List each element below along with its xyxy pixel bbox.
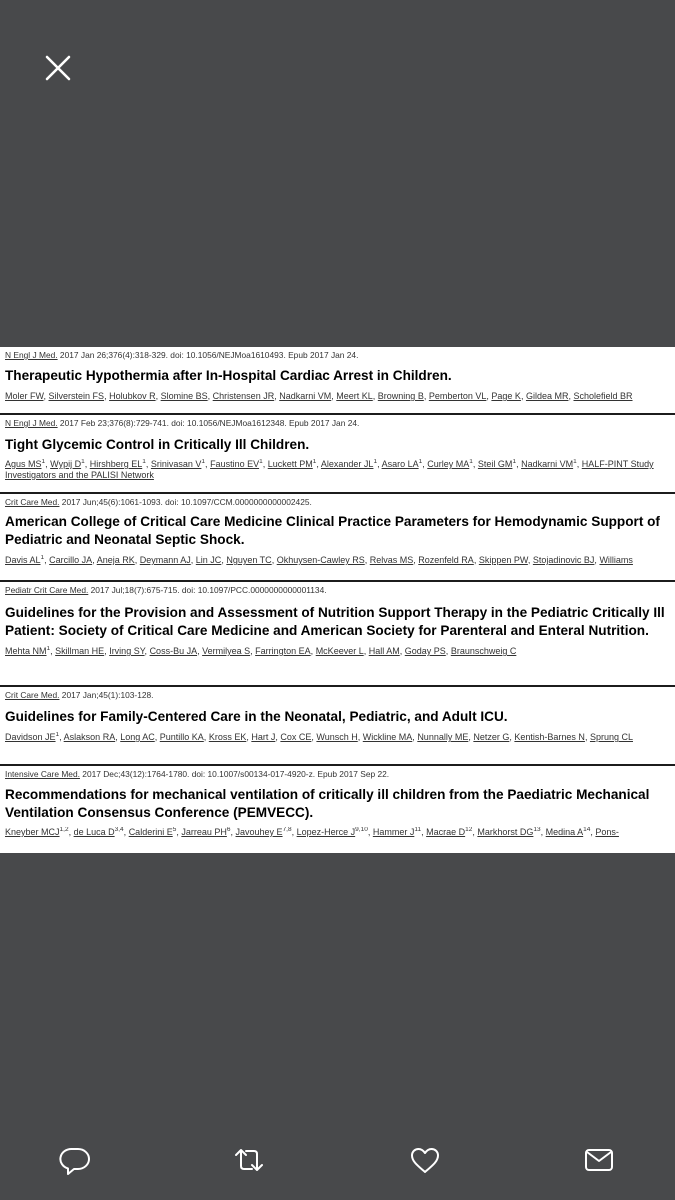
affiliation-sup: 1 xyxy=(201,459,206,465)
citation-entry xyxy=(0,580,675,657)
author-link[interactable]: McKeever L xyxy=(315,646,364,656)
citation-photo xyxy=(0,347,675,853)
author-link[interactable]: Williams xyxy=(599,555,633,565)
close-button[interactable] xyxy=(40,50,76,86)
citation-entry xyxy=(0,347,675,402)
author-link[interactable]: Aneja RK xyxy=(96,555,135,565)
author-list: Davidson $JE^1$, Aslakson RA, Long AC, Puntillo KA, Kross EK, Hart J, Cox CE, Wunsch H, Wickline MA, Nunnally ME, Netzer G, Kentish-Barnes N, Sprung CL xyxy=(5,732,633,742)
affiliation-sup: 1 xyxy=(259,459,263,465)
journal-link[interactable]: Pediatr Crit Care Med. xyxy=(5,585,89,595)
author-link[interactable]: Jarreau PH xyxy=(181,827,227,837)
affiliation-sup: 9,10 xyxy=(355,827,368,833)
author-link[interactable]: Skippen PW xyxy=(478,555,528,565)
author-link[interactable]: Kentish-Barnes N xyxy=(514,732,585,742)
author-link[interactable]: Carcillo JA xyxy=(49,555,93,565)
journal-link[interactable]: Crit Care Med. xyxy=(5,690,60,700)
affiliation-sup: 1 xyxy=(573,459,577,465)
author-link[interactable]: Stojadinovic BJ xyxy=(532,555,595,565)
affiliation-sup: 7,8 xyxy=(282,827,292,833)
author-link[interactable]: Pons- xyxy=(595,827,619,837)
author-link[interactable]: Cox CE xyxy=(280,732,312,742)
author-link[interactable]: Hammer J xyxy=(372,827,415,837)
author-link[interactable]: Hall AM xyxy=(368,646,400,656)
affiliation-sup: 1 xyxy=(46,646,51,652)
author-link[interactable]: Hart J xyxy=(251,732,276,742)
author-link[interactable]: Macrae D xyxy=(426,827,466,837)
affiliation-sup: 13 xyxy=(533,827,541,833)
affiliation-sup: 1 xyxy=(55,732,60,738)
citation-details: 2017 Jan;45(1):103-128. xyxy=(59,690,154,700)
citation-details: 2017 Jun;45(6):1061-1093. doi: 10.1097/CCM.0000000000002425. xyxy=(59,497,312,507)
affiliation-sup: 1,2 xyxy=(59,827,69,833)
author-link[interactable]: Nadkarni VM xyxy=(521,459,574,469)
author-link[interactable]: Okhuysen-Cawley RS xyxy=(276,555,365,565)
author-link[interactable]: Agus MS xyxy=(5,459,42,469)
citation-meta xyxy=(5,497,671,508)
author-link[interactable]: Gildea MR xyxy=(525,391,569,401)
affiliation-sup: 11 xyxy=(414,827,422,833)
retweet-button[interactable] xyxy=(233,1144,265,1176)
citation-meta xyxy=(5,418,671,429)
journal-link[interactable]: N Engl J Med. xyxy=(5,418,58,428)
author-list: Davis $AL^1$, Carcillo JA, Aneja RK, Deymann AJ, Lin JC, Nguyen TC, Okhuysen-Cawley RS, Relvas MS, Rozenfeld RA, Skippen PW, Stojadinovic BJ, Williams xyxy=(5,555,633,565)
author-link[interactable]: Wunsch H xyxy=(316,732,358,742)
author-link[interactable]: Rozenfeld RA xyxy=(418,555,474,565)
like-button[interactable] xyxy=(409,1144,441,1176)
author-link[interactable]: Markhorst DG xyxy=(477,827,534,837)
article-title: Guidelines for Family-Centered Care in the Neonatal, Pediatric, and Adult ICU. xyxy=(5,709,508,724)
affiliation-sup: 1 xyxy=(142,459,146,465)
close-icon xyxy=(40,50,76,86)
author-link[interactable]: Skillman HE xyxy=(55,646,105,656)
article-title: Therapeutic Hypothermia after In-Hospital Cardiac Arrest in Children. xyxy=(5,368,452,383)
author-link[interactable]: Kneyber MCJ xyxy=(5,827,60,837)
author-link[interactable]: Netzer G xyxy=(473,732,510,742)
author-link[interactable]: Page K xyxy=(491,391,521,401)
author-link[interactable]: Nadkarni VM xyxy=(279,391,332,401)
article-title: American College of Critical Care Medicine Clinical Practice Parameters for Hemodynamic Support of Pediatric and Neonatal Septic Shock. xyxy=(5,514,660,547)
author-link[interactable]: HALF-PINT Study Investigators and the PALISI Network xyxy=(5,459,654,480)
author-link[interactable]: Mehta NM xyxy=(5,646,47,656)
author-link[interactable]: Nguyen TC xyxy=(226,555,272,565)
citation-meta xyxy=(5,350,671,361)
author-link[interactable]: Steil GM xyxy=(477,459,513,469)
author-link[interactable]: Lin JC xyxy=(195,555,222,565)
author-link[interactable]: Luckett PM xyxy=(267,459,313,469)
author-link[interactable]: Puntillo KA xyxy=(159,732,204,742)
author-link[interactable]: Irving SY xyxy=(109,646,145,656)
affiliation-sup: 14 xyxy=(583,827,591,833)
affiliation-sup: 1 xyxy=(418,459,423,465)
author-link[interactable]: Hirshberg EL xyxy=(89,459,143,469)
author-link[interactable]: Javouhey E xyxy=(235,827,283,837)
author-link[interactable]: Kross EK xyxy=(208,732,247,742)
author-link[interactable]: Browning B xyxy=(377,391,424,401)
author-link[interactable]: Calderini E xyxy=(128,827,173,837)
reply-icon xyxy=(59,1144,91,1176)
citation-details: 2017 Jan 26;376(4):318-329. doi: 10.1056/NEJMoa1610493. Epub 2017 Jan 24. xyxy=(57,350,359,360)
author-link[interactable]: Goday PS xyxy=(404,646,446,656)
author-link[interactable]: Srinivasan V xyxy=(150,459,202,469)
author-link[interactable]: Long AC xyxy=(120,732,155,742)
affiliation-sup: 1 xyxy=(469,459,473,465)
citation-entry xyxy=(0,492,675,566)
author-link[interactable]: Meert KL xyxy=(336,391,373,401)
author-link[interactable]: Slomine BS xyxy=(160,391,208,401)
affiliation-sup: 3,4 xyxy=(114,827,124,833)
author-link[interactable]: Deymann AJ xyxy=(139,555,191,565)
author-link[interactable]: Holubkov R xyxy=(109,391,156,401)
retweet-icon xyxy=(233,1144,265,1176)
message-button[interactable] xyxy=(583,1144,615,1176)
affiliation-sup: 5 xyxy=(172,827,177,833)
author-link[interactable]: Moler FW xyxy=(5,391,44,401)
heart-icon xyxy=(409,1144,441,1176)
author-link[interactable]: Wickline MA xyxy=(362,732,413,742)
author-list: Kneyber MCJ$^{1,2}$, de Luca D$^{3,4}$, Calderini $E^5$, Jarreau $PH^6$, Javouhey E$^{7,8}$, Lopez-Herce J$^{9,10}$, Hammer $J^{11}$, Macrae $D^{12}$, Markhorst DG$^{13}$, Medina $A^{14}$, Pons- xyxy=(5,827,619,837)
article-title: Recommendations for mechanical ventilation of critically ill children from the Paediatric Mechanical Ventilation Consensus Conference (PEMVECC). xyxy=(5,787,650,820)
author-list: Moler FW, Silverstein FS, Holubkov R, Slomine BS, Christensen JR, Nadkarni VM, Meert KL, Browning B, Pemberton VL, Page K, Gildea MR, Scholefield BR xyxy=(5,391,633,401)
citation-details: 2017 Jul;18(7):675-715. doi: 10.1097/PCC.0000000000001134. xyxy=(88,585,327,595)
author-link[interactable]: Sprung CL xyxy=(589,732,633,742)
citation-meta xyxy=(5,769,671,780)
author-list: Mehta $NM^1$, Skillman HE, Irving SY, Coss-Bu JA, Vermilyea S, Farrington EA, McKeever L, Hall AM, Goday PS, Braunschweig C xyxy=(5,646,517,656)
reply-button[interactable] xyxy=(59,1144,91,1176)
author-link[interactable]: Relvas MS xyxy=(369,555,414,565)
journal-link[interactable]: N Engl J Med. xyxy=(5,350,58,360)
citation-entry xyxy=(0,764,675,838)
affiliation-sup: 1 xyxy=(81,459,85,465)
envelope-icon xyxy=(583,1144,615,1176)
citation-entry xyxy=(0,413,675,481)
article-title: Tight Glycemic Control in Critically Ill Children. xyxy=(5,437,310,452)
affiliation-sup: 1 xyxy=(373,459,378,465)
affiliation-sup: 1 xyxy=(312,459,317,465)
author-link[interactable]: de Luca D xyxy=(73,827,115,837)
author-link[interactable]: Aslakson RA xyxy=(63,732,116,742)
affiliation-sup: 12 xyxy=(465,827,473,833)
author-link[interactable]: Medina A xyxy=(545,827,584,837)
affiliation-sup: 6 xyxy=(226,827,231,833)
citation-entry xyxy=(0,685,675,743)
tweet-action-bar xyxy=(0,1138,675,1182)
author-link[interactable]: Lopez-Herce J xyxy=(296,827,356,837)
author-list: Agus $MS^1$, Wypij $D^1$, Hirshberg $EL^1$, Srinivasan $V^1$, Faustino $EV^1$, Luckett $PM^1$, Alexander $JL^1$, Asaro $LA^1$, Curley $MA^1$, Steil $GM^1$, Nadkarni $VM^1$, HALF-PINT Study Investigators and the PALISI Network xyxy=(5,459,654,480)
author-link[interactable]: Alexander JL xyxy=(320,459,374,469)
author-link[interactable]: Vermilyea S xyxy=(202,646,251,656)
citation-details: 2017 Feb 23;376(8):729-741. doi: 10.1056/NEJMoa1612348. Epub 2017 Jan 24. xyxy=(57,418,360,428)
author-link[interactable]: Davis AL xyxy=(5,555,41,565)
citation-meta xyxy=(5,690,671,701)
author-link[interactable]: Asaro LA xyxy=(381,459,419,469)
affiliation-sup: 1 xyxy=(512,459,517,465)
citation-details: 2017 Dec;43(12):1764-1780. doi: 10.1007/s00134-017-4920-z. Epub 2017 Sep 22. xyxy=(79,769,390,779)
author-link[interactable]: Farrington EA xyxy=(255,646,311,656)
author-link[interactable]: Davidson JE xyxy=(5,732,56,742)
author-link[interactable]: Braunschweig C xyxy=(450,646,517,656)
author-link[interactable]: Pemberton VL xyxy=(428,391,487,401)
author-link[interactable]: Wypij D xyxy=(50,459,82,469)
affiliation-sup: 1 xyxy=(41,459,46,465)
article-title: Guidelines for the Provision and Assessment of Nutrition Support Therapy in the Pediatric Critically Ill Patient: Society of Critical Care Medicine and American Society for Parenteral and Enteral Nutrition. xyxy=(5,605,665,638)
journal-link[interactable]: Crit Care Med. xyxy=(5,497,60,507)
author-link[interactable]: Coss-Bu JA xyxy=(149,646,198,656)
citation-meta xyxy=(5,585,671,596)
author-link[interactable]: Silverstein FS xyxy=(48,391,105,401)
author-link[interactable]: Nunnally ME xyxy=(417,732,469,742)
author-link[interactable]: Curley MA xyxy=(427,459,470,469)
author-link[interactable]: Christensen JR xyxy=(212,391,275,401)
affiliation-sup: 1 xyxy=(40,555,45,561)
author-link[interactable]: Scholefield BR xyxy=(573,391,633,401)
author-link[interactable]: Faustino EV xyxy=(210,459,260,469)
journal-link[interactable]: Intensive Care Med. xyxy=(5,769,80,779)
